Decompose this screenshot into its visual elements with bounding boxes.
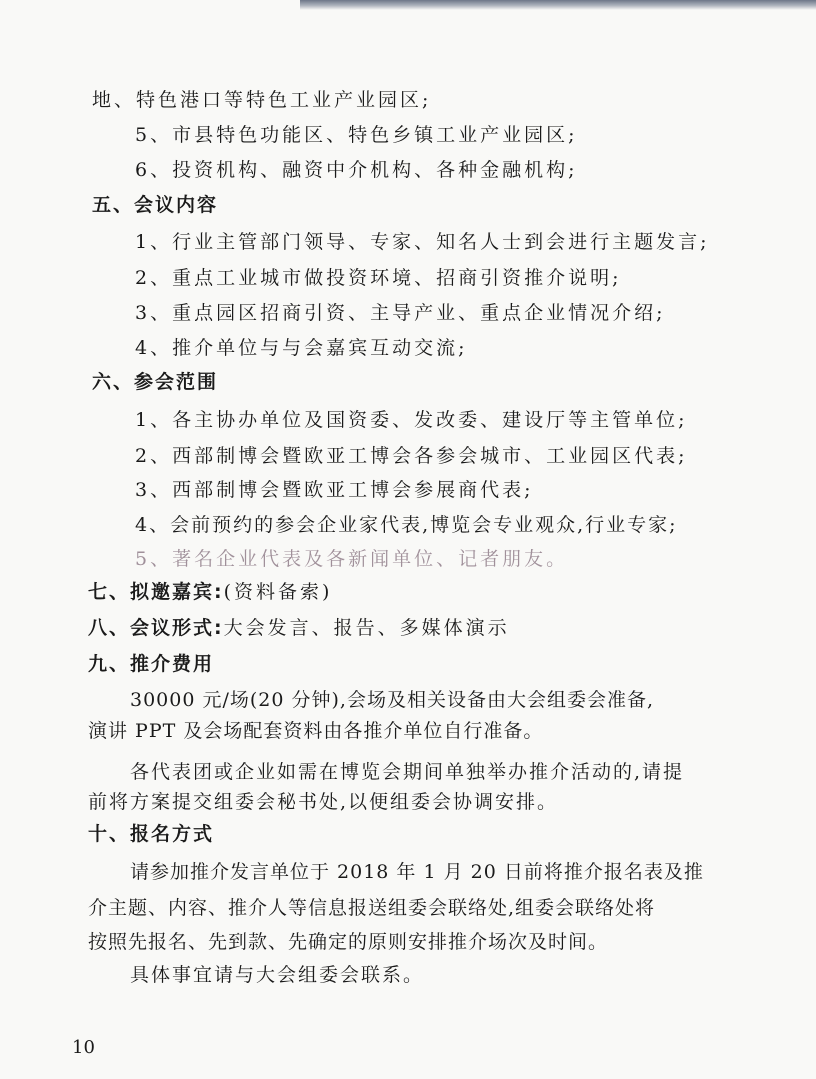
- paragraph-line: 前将方案提交组委会秘书处,以便组委会协调安排。: [88, 791, 559, 813]
- list-item: 6、投资机构、融资中介机构、各种金融机构;: [135, 159, 578, 181]
- heading-value: (资料备索): [223, 581, 333, 603]
- list-item: 5、市县特色功能区、特色乡镇工业产业园区;: [135, 124, 578, 146]
- list-item: 1、行业主管部门领导、专家、知名人士到会进行主题发言;: [135, 231, 710, 253]
- section-heading-invited-guests: [88, 580, 332, 604]
- section-heading-registration: 十、报名方式: [88, 823, 215, 845]
- section-heading-meeting-content: 五、会议内容: [92, 194, 219, 216]
- section-heading-fees: 九、推介费用: [88, 653, 215, 675]
- list-item: 4、会前预约的参会企业家代表,博览会专业观众,行业专家;: [135, 514, 678, 536]
- heading-label: 七、拟邀嘉宾:: [88, 581, 224, 603]
- list-item: 1、各主协办单位及国资委、发改委、建设厅等主管单位;: [135, 409, 688, 431]
- list-item-continuation: 地、特色港口等特色工业产业园区;: [92, 89, 432, 111]
- paragraph-line: 30000 元/场(20 分钟),会场及相关设备由大会组委会准备,: [130, 689, 655, 711]
- page-number: 10: [72, 1037, 95, 1058]
- paragraph-line: 请参加推介发言单位于 2018 年 1 月 20 日前将推介报名表及推: [130, 861, 704, 883]
- list-item: 3、重点园区招商引资、主导产业、重点企业情况介绍;: [135, 302, 666, 324]
- section-heading-meeting-format: [88, 616, 510, 640]
- paragraph-line: 各代表团或企业如需在博览会期间单独举办推介活动的,请提: [130, 761, 685, 783]
- list-item: 3、西部制博会暨欧亚工博会参展商代表;: [135, 479, 534, 501]
- list-item: 2、西部制博会暨欧亚工博会各参会城市、工业园区代表;: [135, 445, 688, 467]
- list-item: 5、著名企业代表及各新闻单位、记者朋友。: [135, 548, 569, 570]
- paragraph-line: 按照先报名、先到款、先确定的原则安排推介场次及时间。: [88, 931, 609, 953]
- paragraph-line: 演讲 PPT 及会场配套资料由各推介单位自行准备。: [88, 720, 544, 742]
- heading-label: 八、会议形式:: [88, 617, 224, 639]
- list-item: 4、推介单位与与会嘉宾互动交流;: [135, 337, 468, 359]
- section-heading-attendance-scope: 六、参会范围: [92, 371, 219, 393]
- list-item: 2、重点工业城市做投资环境、招商引资推介说明;: [135, 267, 622, 289]
- paragraph-line: 具体事宜请与大会组委会联系。: [130, 964, 425, 986]
- paragraph-line: 介主题、内容、推介人等信息报送组委会联络处,组委会联络处将: [88, 897, 656, 919]
- heading-value: 大会发言、报告、多媒体演示: [223, 617, 510, 639]
